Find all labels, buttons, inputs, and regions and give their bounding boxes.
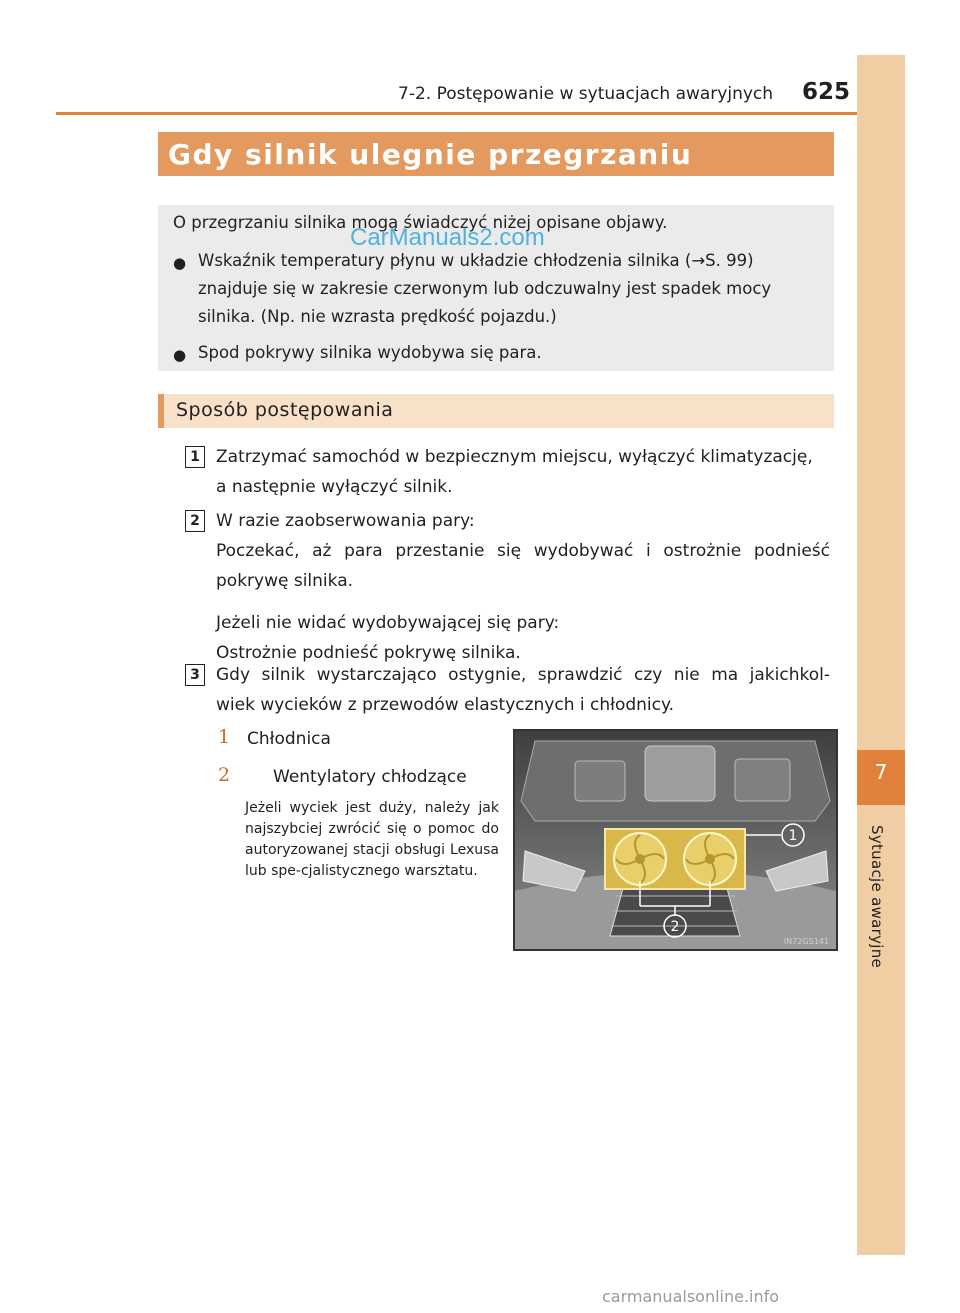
symptom-item: Spod pokrywy silnika wydobywa się para.	[198, 343, 542, 362]
callout-label-radiator: Chłodnica	[247, 729, 331, 749]
svg-text:1: 1	[788, 828, 798, 844]
step-number-2: 2	[185, 510, 205, 532]
procedure-heading: Sposób postępowania	[176, 399, 394, 421]
leak-note: Jeżeli wyciek jest duży, należy jak najszybciej zwrócić się o pomoc do autoryzowanej stacji obsługi Lexusa lub spe-cjalistycznego warsztatu.	[245, 800, 499, 879]
bullet-icon: ●	[173, 346, 187, 364]
page-title: Gdy silnik ulegnie przegrzaniu	[168, 138, 693, 171]
chapter-number: 7	[874, 760, 888, 784]
header-divider	[56, 112, 857, 115]
figure-code: IN72GS141	[783, 937, 829, 946]
step-3-text: Gdy silnik wystarczająco ostygnie, sprawdzić czy nie ma jakichkol- wiek wycieków z przewodów elastycznych i chłodnicy.	[216, 665, 830, 715]
engine-bay-illustration	[513, 729, 838, 951]
step-number-1: 1	[185, 446, 205, 468]
chapter-side-tab	[857, 55, 905, 1255]
symptoms-lead: O przegrzaniu silnika mogą świadczyć niżej opisane objawy.	[173, 213, 668, 232]
symptom-item: Wskaźnik temperatury płynu w układzie chłodzenia silnika (→S. 99) znajduje się w zakresie czerwonym lub odczuwalny jest spadek mocy silnika. (Np. nie wzrasta prędkość pojazdu.)	[198, 251, 772, 326]
step-1-text: Zatrzymać samochód w bezpiecznym miejscu, wyłączyć klimatyzację, a następnie wyłączyć silnik.	[216, 447, 813, 497]
svg-text:2: 2	[670, 919, 680, 935]
step-number-3: 3	[185, 664, 205, 686]
bullet-icon: ●	[173, 254, 187, 272]
footer-watermark: carmanualsonline.info	[602, 1287, 780, 1306]
callout-number-2: 2	[218, 764, 231, 786]
callout-label-fans: Wentylatory chłodzące	[273, 767, 467, 787]
section-title: 7-2. Postępowanie w sytuacjach awaryjnych	[398, 84, 774, 104]
callout-number-1: 1	[218, 726, 231, 748]
procedure-heading-accent	[158, 394, 164, 428]
chapter-label: Sytuacje awaryjne	[868, 825, 886, 969]
page-number: 625	[802, 79, 851, 105]
step-2-text: W razie zaobserwowania pary: Poczekać, aż para przestanie się wydobywać i ostrożnie podnieść pokrywę silnika. Jeżeli nie widać wydobywającej się pary: Ostrożnie podnieść pokrywę silnika.	[216, 511, 830, 663]
watermark: CarManuals2.com	[350, 224, 545, 251]
